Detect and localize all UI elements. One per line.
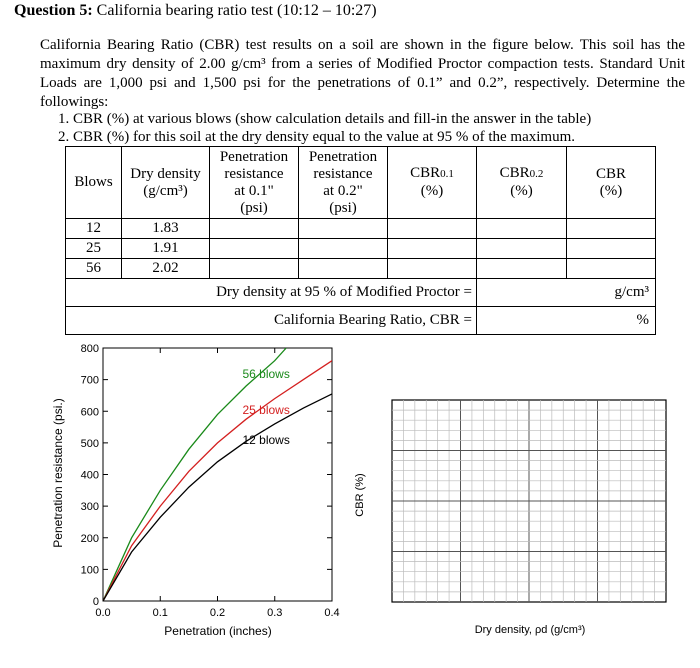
series-label: 12 blows [242,433,290,448]
dry-density-95-answer[interactable] [477,279,656,307]
cbr-final-label: California Bearing Ratio, CBR = [66,307,477,335]
cell-blows: 25 [66,239,122,259]
cell-cbr-input[interactable] [567,219,656,239]
header-cbr: CBR (%) [567,147,656,219]
header-dry-density: Dry density (g/cm³) [122,147,210,219]
y-tick-label: 800 [80,343,99,355]
cbr-final-row [66,307,656,335]
series-line [103,361,332,601]
cell-pen02-input[interactable] [299,259,388,279]
cell-pen02-input[interactable] [299,219,388,239]
task-item: 1. CBR (%) at various blows (show calculation details and fill-in the answer in the table) [58,111,592,127]
header-pen-01: Penetration resistance at 0.1" (psi) [210,147,299,219]
y-axis-label: CBR (%) [354,473,366,517]
series-line [103,394,332,601]
cell-cbr-input[interactable] [567,259,656,279]
y-tick-label: 200 [80,532,99,545]
x-tick-label: 0.4 [324,607,340,619]
cell-cbr-input[interactable] [567,239,656,259]
cell-pen01-input[interactable] [210,219,299,239]
question-title-text: California bearing ratio test (10:12 – 10:27) [96,2,377,19]
cell-cbr01-input[interactable] [388,259,477,279]
table-row [66,259,656,279]
question-label: Question 5: [14,2,93,19]
y-tick-label: 500 [80,437,99,450]
cell-pen01-input[interactable] [210,239,299,259]
cell-blows: 12 [66,219,122,239]
x-axis-label: Penetration (inches) [164,624,272,638]
problem-statement: California Bearing Ratio (CBR) test results on a soil are shown in the figure below. This soil has the maximum dry density of 2.00 g/cm³ from a series of Modified Proctor compaction tests. Standard Unit Loads are 1,000 psi and 1,500 psi for the penetrations of 0.1” and 0.2”, respectively. Determine the followings: [40,37,685,110]
cell-pen02-input[interactable] [299,239,388,259]
cell-density: 1.91 [122,239,210,259]
cell-density: 2.02 [122,259,210,279]
plot-frame [103,348,332,601]
y-tick-label: 100 [80,564,99,577]
header-blows: Blows [66,147,122,219]
y-tick-label: 400 [80,469,99,482]
task-item: 2. CBR (%) for this soil at the dry density equal to the value at 95 % of the maximum. [58,129,575,145]
x-axis-label: Dry density, ρd (g/cm³) [474,624,586,636]
y-tick-label: 0 [92,596,99,608]
cbr-final-answer[interactable] [477,307,656,335]
y-tick-label: 700 [80,374,99,387]
question-title [14,2,377,20]
header-cbr-01: CBR0.1 (%) [388,147,477,219]
task-list [58,110,591,146]
series-label: 25 blows [242,402,290,417]
cbr-results-table [65,146,656,335]
y-tick-label: 600 [80,406,99,419]
table-row [66,219,656,239]
dry-density-95-label: Dry density at 95 % of Modified Proctor = [66,279,477,307]
x-tick-label: 0.2 [209,607,226,619]
cell-cbr02-input[interactable] [477,219,567,239]
header-cbr-02: CBR0.2 (%) [477,147,567,219]
series-label: 56 blows [242,367,290,382]
table-row [66,239,656,259]
dry-density-unit: g/cm³ [614,284,649,300]
cbr-unit: % [636,312,649,328]
cell-pen01-input[interactable] [210,259,299,279]
x-tick-label: 0.1 [152,607,168,619]
cbr-density-chart [340,380,685,645]
cell-blows: 56 [66,259,122,279]
cell-cbr01-input[interactable] [388,219,477,239]
cell-density: 1.83 [122,219,210,239]
series-line [103,348,286,601]
y-tick-label: 300 [80,501,99,514]
cell-cbr01-input[interactable] [388,239,477,259]
dry-density-95-row [66,279,656,307]
penetration-chart [40,338,350,643]
x-tick-label: 0.0 [95,607,111,619]
x-tick-label: 0.3 [267,607,283,619]
header-pen-02: Penetration resistance at 0.2" (psi) [299,147,388,219]
cell-cbr02-input[interactable] [477,259,567,279]
cell-cbr02-input[interactable] [477,239,567,259]
y-axis-label: Penetration resistance (psi.) [51,398,65,548]
